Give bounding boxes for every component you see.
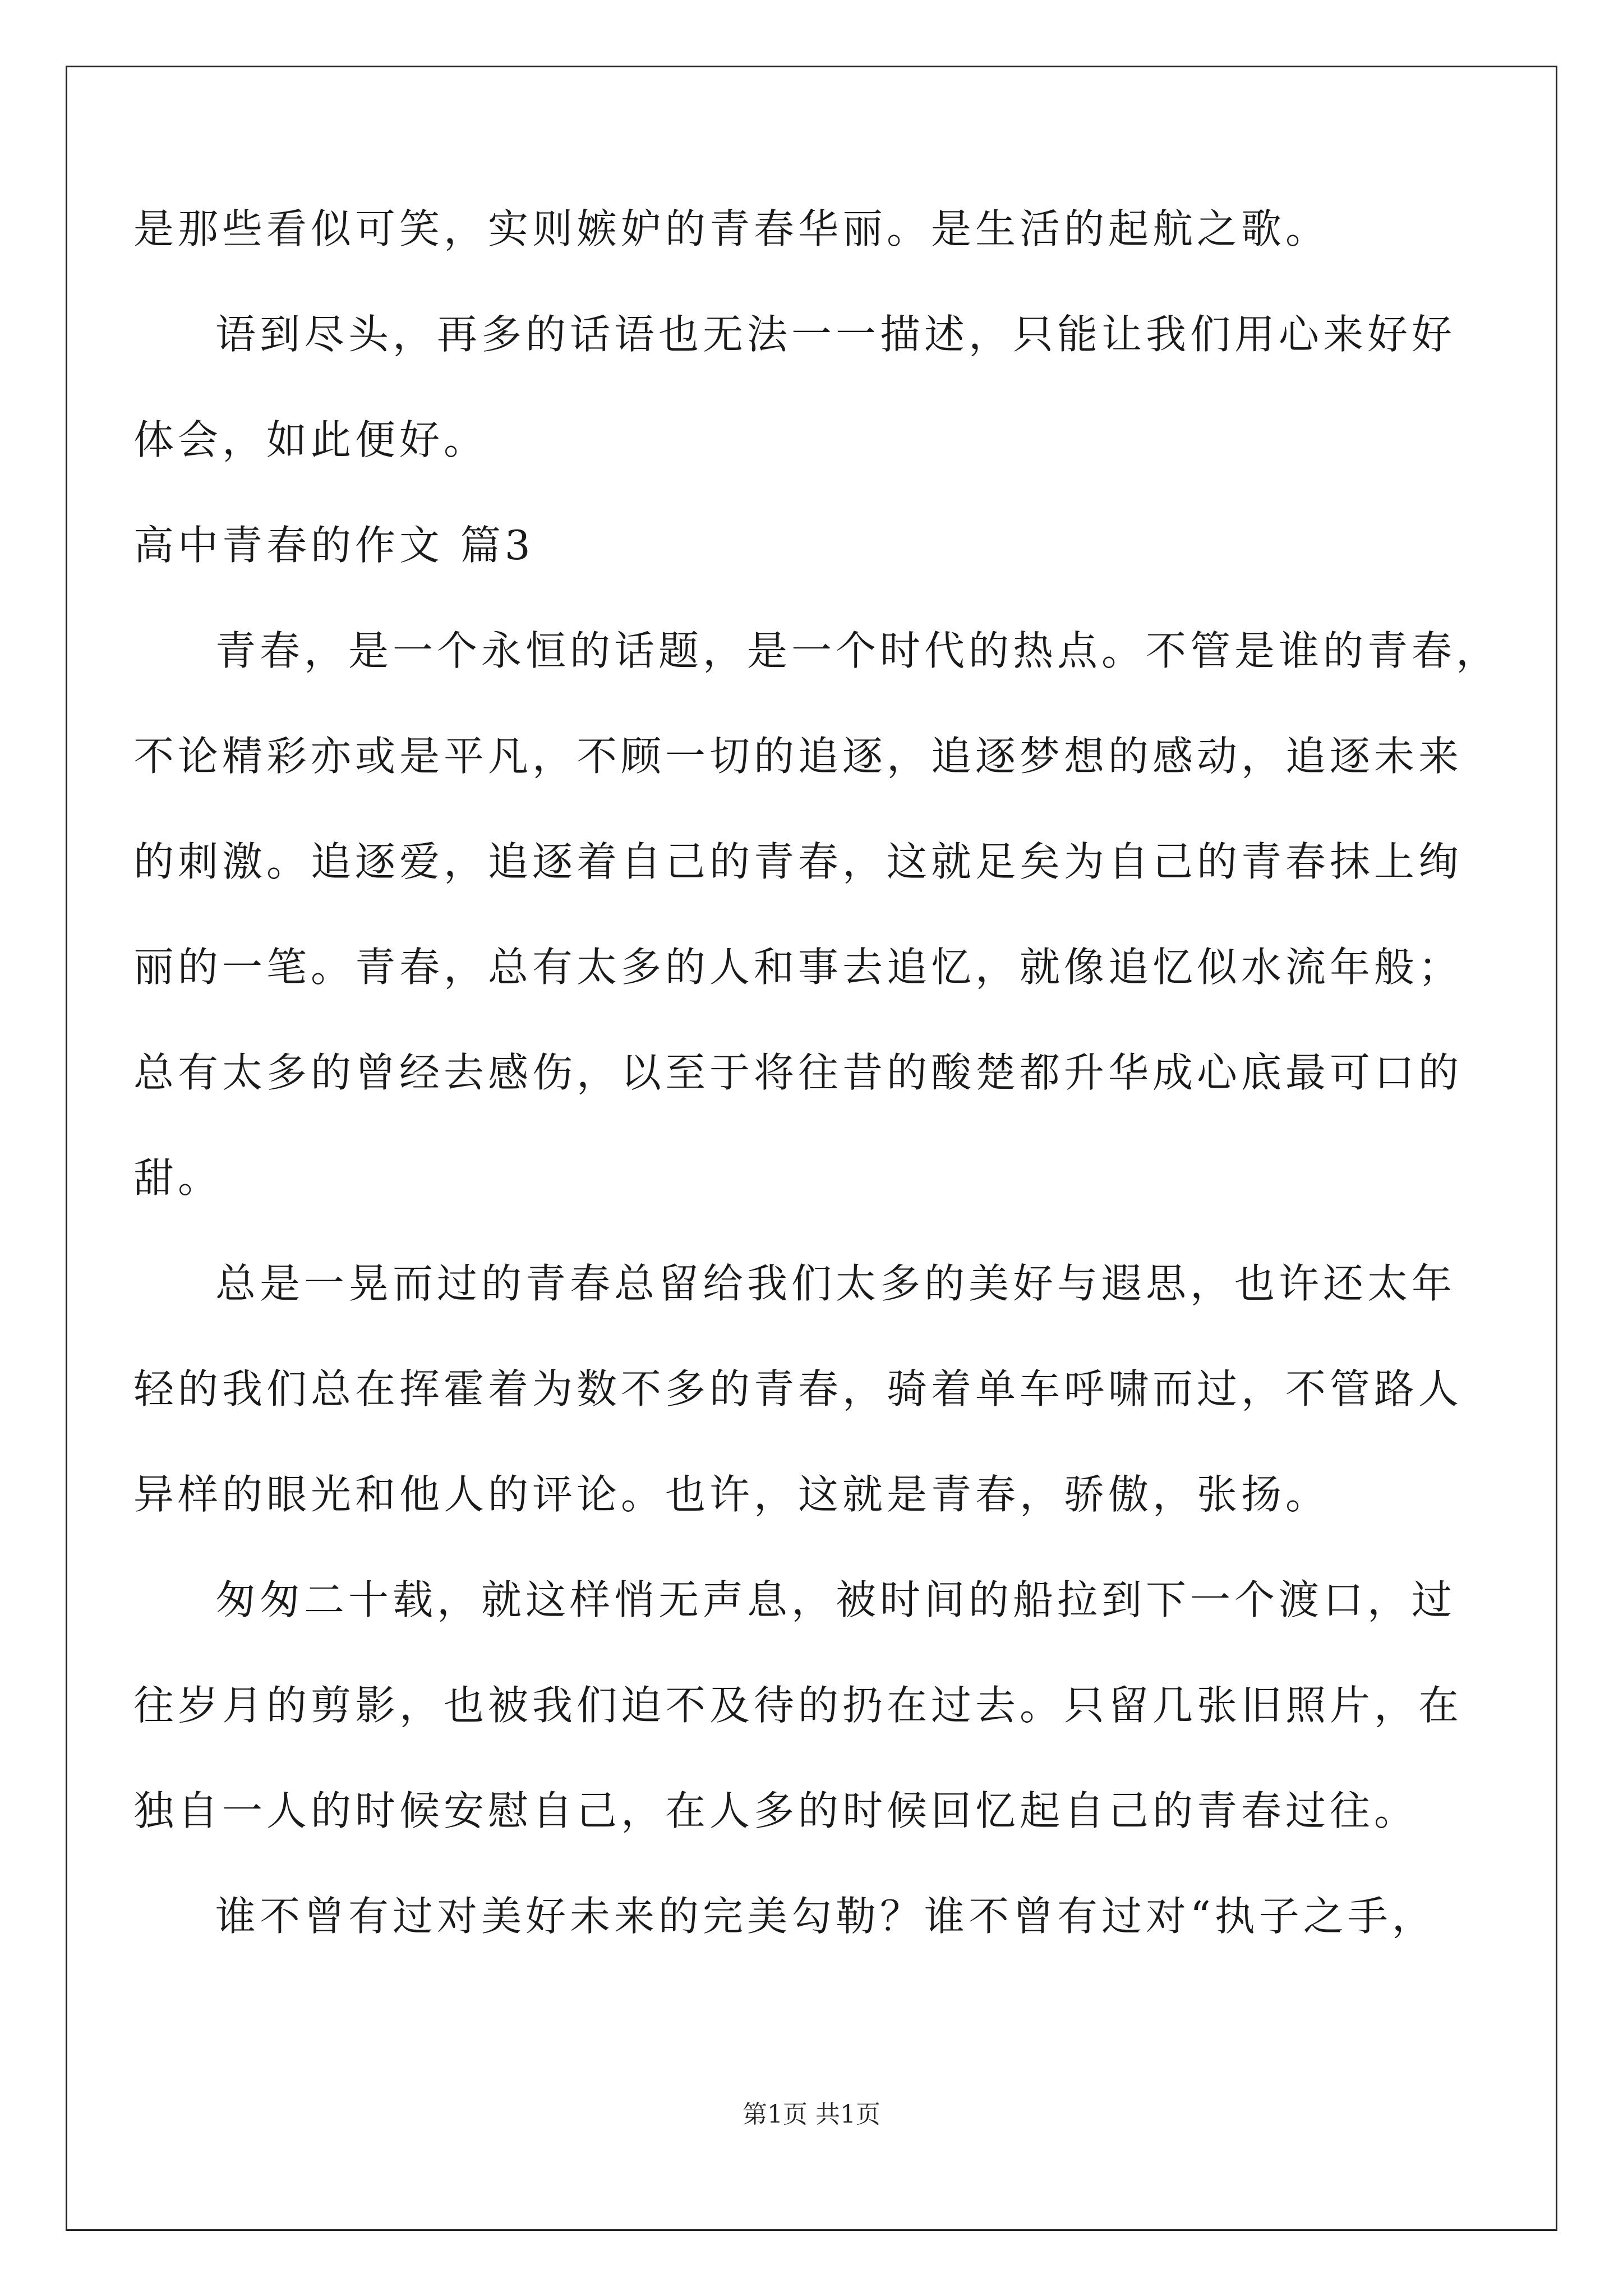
paragraph-line: 独自一人的时候安慰自己，在人多的时候回忆起自己的青春过往。: [133, 1787, 1419, 1834]
paragraph-line: 谁不曾有过对美好未来的完美勾勒？谁不曾有过对“执子之手，: [215, 1893, 1436, 1940]
paragraph-line: 总有太多的曾经去感伤，以至于将往昔的酸楚都升华成心底最可口的: [133, 1049, 1463, 1096]
paragraph-line: 体会，如此便好。: [133, 416, 488, 463]
section-heading: 高中青春的作文 篇3: [133, 522, 534, 569]
paragraph-line: 甜。: [133, 1154, 223, 1202]
paragraph-line: 青春，是一个永恒的话题，是一个时代的热点。不管是谁的青春，: [215, 627, 1501, 674]
paragraph-line: 总是一晃而过的青春总留给我们太多的美好与遐思，也许还太年: [215, 1260, 1456, 1307]
paragraph-line: 轻的我们总在挥霍着为数不多的青春，骑着单车呼啸而过，不管路人: [133, 1365, 1463, 1412]
paragraph-line: 匆匆二十载，就这样悄无声息，被时间的船拉到下一个渡口，过: [215, 1576, 1456, 1623]
paragraph-line: 异样的眼光和他人的评论。也许，这就是青春，骄傲，张扬。: [133, 1471, 1330, 1518]
paragraph-line: 的刺激。追逐爱，追逐着自己的青春，这就足矣为自己的青春抹上绚: [133, 838, 1463, 885]
paragraph-line: 是那些看似可笑，实则嫉妒的青春华丽。是生活的起航之歌。: [133, 205, 1330, 252]
paragraph-line: 语到尽头，再多的话语也无法一一描述，只能让我们用心来好好: [215, 311, 1456, 358]
paragraph-line: 往岁月的剪影，也被我们迫不及待的扔在过去。只留几张旧照片，在: [133, 1682, 1463, 1729]
paragraph-line: 丽的一笔。青春，总有太多的人和事去追忆，就像追忆似水流年般；: [133, 944, 1463, 991]
paragraph-line: 不论精彩亦或是平凡，不顾一切的追逐，追逐梦想的感动，追逐未来: [133, 733, 1463, 780]
page-footer: 第1页 共1页: [743, 2100, 880, 2129]
